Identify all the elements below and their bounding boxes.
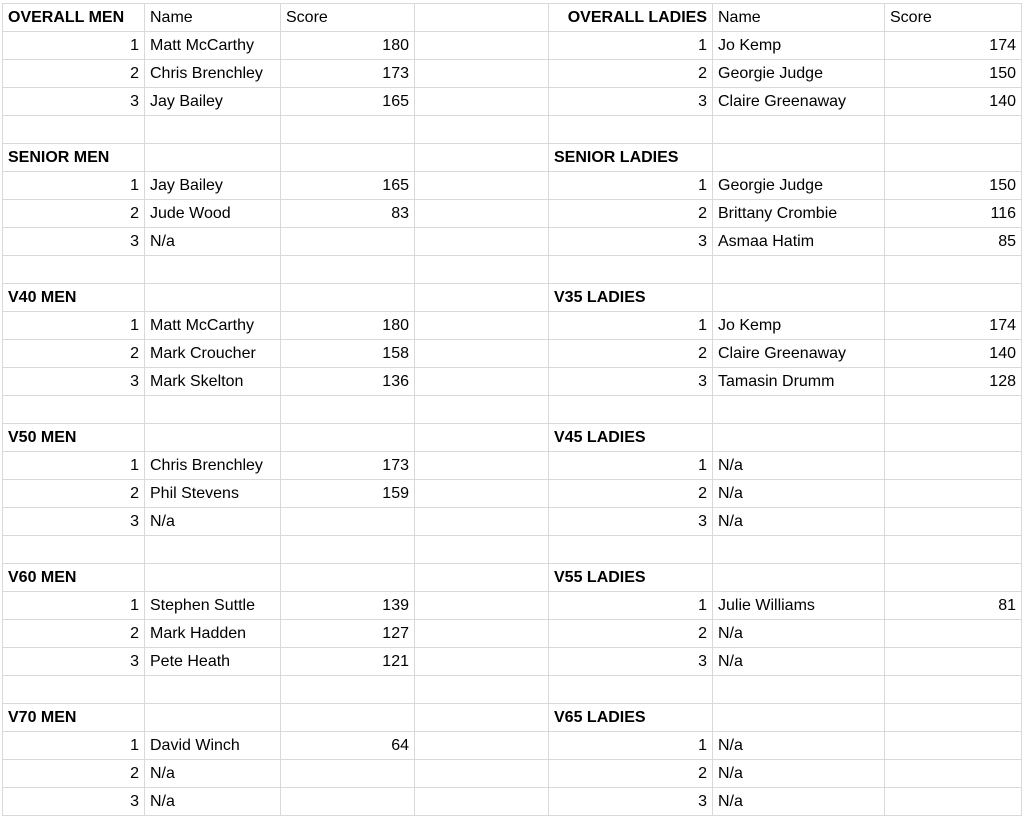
name-cell[interactable]: Jo Kemp — [713, 32, 885, 60]
score-cell[interactable]: 140 — [885, 340, 1022, 368]
empty-cell[interactable] — [885, 396, 1022, 424]
name-column-header[interactable]: Name — [713, 4, 885, 32]
empty-cell[interactable] — [281, 704, 415, 732]
name-cell[interactable]: David Winch — [145, 732, 281, 760]
category-heading[interactable]: SENIOR LADIES — [549, 144, 713, 172]
empty-cell[interactable] — [713, 536, 885, 564]
table-row — [3, 480, 1022, 508]
empty-cell[interactable] — [145, 704, 281, 732]
empty-cell[interactable] — [415, 256, 549, 284]
empty-cell[interactable] — [415, 368, 549, 396]
name-cell[interactable]: N/a — [713, 760, 885, 788]
rank-cell[interactable]: 3 — [549, 788, 713, 816]
rank-cell[interactable]: 2 — [3, 60, 145, 88]
name-cell[interactable]: Mark Hadden — [145, 620, 281, 648]
rank-cell[interactable]: 2 — [549, 60, 713, 88]
rank-cell[interactable]: 3 — [549, 228, 713, 256]
empty-cell[interactable] — [713, 564, 885, 592]
score-cell[interactable]: 81 — [885, 592, 1022, 620]
name-cell[interactable]: Claire Greenaway — [713, 88, 885, 116]
empty-cell[interactable] — [885, 144, 1022, 172]
table-row — [3, 452, 1022, 480]
empty-cell[interactable] — [281, 676, 415, 704]
score-cell[interactable]: 139 — [281, 592, 415, 620]
empty-cell[interactable] — [415, 88, 549, 116]
empty-cell[interactable] — [713, 256, 885, 284]
empty-cell[interactable] — [549, 116, 713, 144]
name-cell[interactable]: N/a — [713, 480, 885, 508]
empty-cell[interactable] — [415, 760, 549, 788]
score-cell[interactable]: 136 — [281, 368, 415, 396]
empty-cell[interactable] — [885, 116, 1022, 144]
empty-cell[interactable] — [415, 452, 549, 480]
empty-cell[interactable] — [713, 144, 885, 172]
rank-cell[interactable]: 3 — [3, 788, 145, 816]
name-cell[interactable]: Georgie Judge — [713, 172, 885, 200]
empty-cell[interactable] — [885, 256, 1022, 284]
rank-cell[interactable]: 2 — [3, 760, 145, 788]
name-cell[interactable]: N/a — [713, 508, 885, 536]
rank-cell[interactable]: 2 — [549, 200, 713, 228]
table-row — [3, 368, 1022, 396]
empty-cell[interactable] — [549, 256, 713, 284]
table-row — [3, 424, 1022, 452]
score-cell[interactable]: 83 — [281, 200, 415, 228]
table-row — [3, 648, 1022, 676]
spacer-row — [3, 116, 1022, 144]
table-row — [3, 340, 1022, 368]
name-cell[interactable]: Chris Brenchley — [145, 60, 281, 88]
rank-cell[interactable]: 1 — [549, 32, 713, 60]
score-cell[interactable]: 85 — [885, 228, 1022, 256]
empty-cell[interactable] — [885, 536, 1022, 564]
empty-cell[interactable] — [415, 732, 549, 760]
rank-cell[interactable]: 1 — [549, 732, 713, 760]
table-row — [3, 144, 1022, 172]
empty-cell[interactable] — [415, 592, 549, 620]
name-cell[interactable]: Tamasin Drumm — [713, 368, 885, 396]
rank-cell[interactable]: 3 — [549, 508, 713, 536]
category-heading[interactable]: V65 LADIES — [549, 704, 713, 732]
score-cell[interactable] — [885, 452, 1022, 480]
score-cell[interactable]: 174 — [885, 312, 1022, 340]
empty-cell[interactable] — [145, 116, 281, 144]
table-row — [3, 88, 1022, 116]
score-column-header[interactable]: Score — [885, 4, 1022, 32]
empty-cell[interactable] — [415, 424, 549, 452]
category-heading[interactable]: V70 MEN — [3, 704, 145, 732]
rank-cell[interactable]: 1 — [549, 452, 713, 480]
rank-cell[interactable]: 2 — [3, 480, 145, 508]
score-cell[interactable] — [885, 620, 1022, 648]
empty-cell[interactable] — [281, 396, 415, 424]
rank-cell[interactable]: 1 — [3, 732, 145, 760]
empty-cell[interactable] — [415, 396, 549, 424]
rank-cell[interactable]: 1 — [549, 172, 713, 200]
score-cell[interactable]: 173 — [281, 60, 415, 88]
name-cell[interactable]: Asmaa Hatim — [713, 228, 885, 256]
score-cell[interactable]: 159 — [281, 480, 415, 508]
name-cell[interactable]: N/a — [145, 508, 281, 536]
score-cell[interactable] — [281, 788, 415, 816]
name-cell[interactable]: N/a — [713, 648, 885, 676]
score-cell[interactable]: 180 — [281, 312, 415, 340]
spacer-row — [3, 256, 1022, 284]
empty-cell[interactable] — [549, 676, 713, 704]
score-cell[interactable]: 116 — [885, 200, 1022, 228]
empty-cell[interactable] — [713, 704, 885, 732]
score-cell[interactable]: 64 — [281, 732, 415, 760]
empty-cell[interactable] — [415, 284, 549, 312]
category-heading[interactable]: SENIOR MEN — [3, 144, 145, 172]
empty-cell[interactable] — [145, 144, 281, 172]
rank-cell[interactable]: 1 — [549, 312, 713, 340]
empty-cell[interactable] — [281, 256, 415, 284]
empty-cell[interactable] — [885, 704, 1022, 732]
name-cell[interactable]: Jay Bailey — [145, 88, 281, 116]
rank-cell[interactable]: 1 — [3, 452, 145, 480]
empty-cell[interactable] — [3, 536, 145, 564]
empty-cell[interactable] — [415, 144, 549, 172]
rank-cell[interactable]: 3 — [3, 88, 145, 116]
empty-cell[interactable] — [415, 116, 549, 144]
empty-cell[interactable] — [415, 536, 549, 564]
score-column-header[interactable]: Score — [281, 4, 415, 32]
results-grid — [2, 3, 1022, 816]
empty-cell[interactable] — [145, 676, 281, 704]
score-cell[interactable] — [885, 760, 1022, 788]
rank-cell[interactable]: 1 — [3, 32, 145, 60]
empty-cell[interactable] — [3, 116, 145, 144]
rank-cell[interactable]: 3 — [549, 88, 713, 116]
name-cell[interactable]: N/a — [713, 452, 885, 480]
empty-cell[interactable] — [3, 256, 145, 284]
category-heading[interactable]: V60 MEN — [3, 564, 145, 592]
table-row — [3, 228, 1022, 256]
empty-cell[interactable] — [415, 704, 549, 732]
empty-cell[interactable] — [415, 340, 549, 368]
name-cell[interactable]: Georgie Judge — [713, 60, 885, 88]
empty-cell[interactable] — [713, 116, 885, 144]
name-cell[interactable]: N/a — [145, 788, 281, 816]
table-row — [3, 284, 1022, 312]
empty-cell[interactable] — [885, 676, 1022, 704]
empty-cell[interactable] — [281, 536, 415, 564]
rank-cell[interactable]: 3 — [549, 368, 713, 396]
rank-cell[interactable]: 2 — [549, 620, 713, 648]
score-cell[interactable] — [885, 788, 1022, 816]
empty-cell[interactable] — [281, 284, 415, 312]
name-cell[interactable]: Jay Bailey — [145, 172, 281, 200]
empty-cell[interactable] — [415, 4, 549, 32]
table-row — [3, 760, 1022, 788]
score-cell[interactable]: 128 — [885, 368, 1022, 396]
score-cell[interactable]: 180 — [281, 32, 415, 60]
empty-cell[interactable] — [713, 676, 885, 704]
table-row — [3, 564, 1022, 592]
rank-cell[interactable]: 1 — [549, 592, 713, 620]
empty-cell[interactable] — [145, 284, 281, 312]
category-heading[interactable]: OVERALL LADIES — [549, 4, 713, 32]
empty-cell[interactable] — [415, 32, 549, 60]
spacer-row — [3, 536, 1022, 564]
table-row — [3, 200, 1022, 228]
empty-cell[interactable] — [145, 256, 281, 284]
score-cell[interactable] — [885, 508, 1022, 536]
empty-cell[interactable] — [281, 144, 415, 172]
empty-cell[interactable] — [281, 116, 415, 144]
category-heading[interactable]: V45 LADIES — [549, 424, 713, 452]
name-cell[interactable]: Brittany Crombie — [713, 200, 885, 228]
score-cell[interactable]: 150 — [885, 172, 1022, 200]
name-cell[interactable]: Jo Kemp — [713, 312, 885, 340]
spacer-row — [3, 396, 1022, 424]
empty-cell[interactable] — [281, 564, 415, 592]
table-row — [3, 620, 1022, 648]
empty-cell[interactable] — [415, 200, 549, 228]
empty-cell[interactable] — [415, 60, 549, 88]
name-cell[interactable]: Jude Wood — [145, 200, 281, 228]
score-cell[interactable]: 140 — [885, 88, 1022, 116]
score-cell[interactable]: 121 — [281, 648, 415, 676]
name-cell[interactable]: Chris Brenchley — [145, 452, 281, 480]
empty-cell[interactable] — [415, 788, 549, 816]
rank-cell[interactable]: 1 — [3, 172, 145, 200]
name-cell[interactable]: Stephen Suttle — [145, 592, 281, 620]
name-cell[interactable]: Matt McCarthy — [145, 32, 281, 60]
empty-cell[interactable] — [885, 564, 1022, 592]
table-row — [3, 508, 1022, 536]
rank-cell[interactable]: 1 — [3, 592, 145, 620]
name-cell[interactable]: N/a — [713, 732, 885, 760]
rank-cell[interactable]: 3 — [3, 508, 145, 536]
rank-cell[interactable]: 3 — [549, 648, 713, 676]
category-heading[interactable]: V40 MEN — [3, 284, 145, 312]
table-row — [3, 704, 1022, 732]
table-row — [3, 732, 1022, 760]
rank-cell[interactable]: 2 — [549, 760, 713, 788]
score-cell[interactable]: 150 — [885, 60, 1022, 88]
score-cell[interactable]: 127 — [281, 620, 415, 648]
rank-cell[interactable]: 1 — [3, 312, 145, 340]
empty-cell[interactable] — [415, 172, 549, 200]
empty-cell[interactable] — [145, 396, 281, 424]
empty-cell[interactable] — [145, 424, 281, 452]
table-row — [3, 32, 1022, 60]
name-cell[interactable]: Mark Skelton — [145, 368, 281, 396]
empty-cell[interactable] — [549, 396, 713, 424]
rank-cell[interactable]: 3 — [3, 648, 145, 676]
score-cell[interactable]: 165 — [281, 172, 415, 200]
name-cell[interactable]: N/a — [145, 760, 281, 788]
score-cell[interactable] — [281, 508, 415, 536]
empty-cell[interactable] — [145, 536, 281, 564]
empty-cell[interactable] — [713, 396, 885, 424]
name-column-header[interactable]: Name — [145, 4, 281, 32]
empty-cell[interactable] — [281, 424, 415, 452]
table-row — [3, 312, 1022, 340]
name-cell[interactable]: Phil Stevens — [145, 480, 281, 508]
spacer-row — [3, 676, 1022, 704]
name-cell[interactable]: Pete Heath — [145, 648, 281, 676]
empty-cell[interactable] — [713, 424, 885, 452]
category-heading[interactable]: V55 LADIES — [549, 564, 713, 592]
rank-cell[interactable]: 2 — [549, 340, 713, 368]
empty-cell[interactable] — [885, 284, 1022, 312]
score-cell[interactable] — [885, 648, 1022, 676]
rank-cell[interactable]: 2 — [3, 620, 145, 648]
name-cell[interactable]: Claire Greenaway — [713, 340, 885, 368]
name-cell[interactable]: Matt McCarthy — [145, 312, 281, 340]
name-cell[interactable]: Julie Williams — [713, 592, 885, 620]
table-row — [3, 592, 1022, 620]
rank-cell[interactable]: 2 — [3, 340, 145, 368]
category-heading[interactable]: V35 LADIES — [549, 284, 713, 312]
name-cell[interactable]: N/a — [145, 228, 281, 256]
score-cell[interactable] — [281, 760, 415, 788]
rank-cell[interactable]: 3 — [3, 368, 145, 396]
empty-cell[interactable] — [415, 620, 549, 648]
score-cell[interactable]: 173 — [281, 452, 415, 480]
empty-cell[interactable] — [3, 676, 145, 704]
table-row — [3, 172, 1022, 200]
rank-cell[interactable]: 2 — [549, 480, 713, 508]
score-cell[interactable]: 165 — [281, 88, 415, 116]
empty-cell[interactable] — [415, 508, 549, 536]
category-heading[interactable]: OVERALL MEN — [3, 4, 145, 32]
empty-cell[interactable] — [415, 480, 549, 508]
empty-cell[interactable] — [145, 564, 281, 592]
empty-cell[interactable] — [415, 676, 549, 704]
empty-cell[interactable] — [3, 396, 145, 424]
rank-cell[interactable]: 3 — [3, 228, 145, 256]
empty-cell[interactable] — [415, 648, 549, 676]
empty-cell[interactable] — [415, 312, 549, 340]
score-cell[interactable] — [885, 732, 1022, 760]
name-cell[interactable]: Mark Croucher — [145, 340, 281, 368]
name-cell[interactable]: N/a — [713, 788, 885, 816]
score-cell[interactable]: 174 — [885, 32, 1022, 60]
table-row — [3, 60, 1022, 88]
rank-cell[interactable]: 2 — [3, 200, 145, 228]
table-row — [3, 788, 1022, 816]
score-cell[interactable] — [885, 480, 1022, 508]
empty-cell[interactable] — [885, 424, 1022, 452]
table-row — [3, 4, 1022, 32]
score-cell[interactable]: 158 — [281, 340, 415, 368]
empty-cell[interactable] — [415, 228, 549, 256]
score-cell[interactable] — [281, 228, 415, 256]
name-cell[interactable]: N/a — [713, 620, 885, 648]
empty-cell[interactable] — [549, 536, 713, 564]
empty-cell[interactable] — [415, 564, 549, 592]
category-heading[interactable]: V50 MEN — [3, 424, 145, 452]
empty-cell[interactable] — [713, 284, 885, 312]
